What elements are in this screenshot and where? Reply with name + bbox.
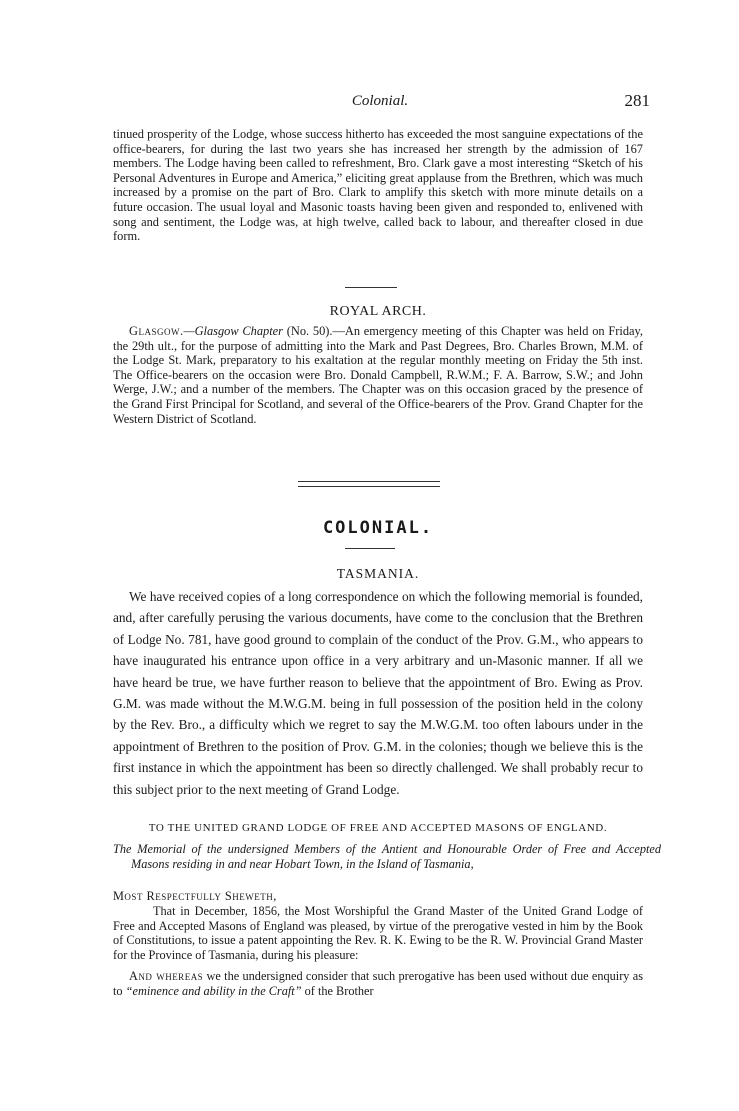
tasmania-heading: TASMANIA. — [336, 566, 420, 581]
chapter-name: —Glasgow Chapter — [183, 324, 284, 338]
memorial-paragraph-1: That in December, 1856, the Most Worshipful the Grand Master of the United Grand Lodge of Free and Accepted Masons of England was pleased, by virtue of the prerogative vested in him by the Book of Constitutions, to issue a patent appointing the Rev. R. K. Ewing to be the R. W. Provincial Grand Master for the Province of Tasmania, during his pleasure: — [113, 904, 643, 962]
royal-arch-heading: ROYAL ARCH. — [329, 304, 427, 319]
whereas-lead: And whereas — [129, 969, 204, 983]
double-rule-top — [298, 481, 440, 482]
royal-arch-body: (No. 50).—An emergency meeting of this Chapter was held on Friday, the 29th ult., for the purpose of admitting into the Mark and Past Degrees, Bro. Charles Brown, M.M. of the Lodge St. Mark, preparatory to his exaltation at the regular monthly meeting on Friday the 5th inst. The Office-bearers on the occasion were Bro. Donald Campbell, R.W.M.; F. A. Barrow, S.W.; and John Werge, J.W.; and a number of the members. The Chapter was on this occasion graced by the presence of the Grand First Principal for Scotland, and several of the Office-bearers of the Prov. Grand Chapter for the Western District of Scotland. — [113, 324, 644, 426]
paragraph-2-text-b: of the Brother — [301, 983, 374, 998]
lodge-report-text: tinued prosperity of the Lodge, whose success hitherto has exceeded the most sanguine expectations of the office-bearers, for during the last two years she has increased her strength by the admission of 167 members. The Lodge having been called to refreshment, Bro. Clark gave a most interesting “Sketch of his Personal Adventures in Europe and America,” eliciting great applause from the Brethren, which was much increased by a promise on the part of Bro. Clark to amplify this sketch with more minute details on a future occasion. The usual loyal and Masonic toasts having been given and responded to, enlivened with song and sentiment, the Lodge was, at high twelve, called back to labour, and thereafter closed in due form. — [113, 127, 643, 244]
colonial-text: We have received copies of a long correspondence on which the following memorial is founded, and, after carefully perusing the various documents, have come to the conclusion that the Brethren of Lodge No. 781, have good ground to complain of the conduct of the Prov. G.M., who appears to have inaugurated his entrance upon office in a very arbitrary and un-Masonic manner. If all we have heard be true, we have further reason to believe that the appointment of Bro. Ewing as Prov. G.M. was made without the M.W.G.M. being in full possession of the position held in the colony by the Rev. Bro., a difficulty which we regret to say the M.W.G.M. too often labours under in the appointment of Brethren to the position of Prov. G.M. in the colonies; though we believe this is the first instance in which the appointment has been so directly challenged. We shall probably recur to this subject prior to the next meeting of Grand Lodge. — [113, 589, 643, 797]
memorial-subtitle: The Memorial of the undersigned Members of the Antient and Honourable Order of Free and Accepted Masons residing in and near Hobart Town, in the Island of Tasmania, — [113, 842, 661, 871]
memorial-address: TO THE UNITED GRAND LODGE OF FREE AND ACCEPTED MASONS OF ENGLAND. — [148, 822, 608, 834]
royal-arch-text — [113, 324, 643, 426]
colonial-heading: COLONIAL. — [322, 518, 434, 538]
double-rule-bottom — [298, 486, 440, 487]
memorial-salutation: Most Respectfully Sheweth, — [113, 889, 277, 903]
memorial-paragraph-2 — [113, 969, 643, 998]
page-number: 281 — [624, 91, 650, 110]
subsection-rule — [345, 548, 395, 549]
running-head-title: Colonial. — [351, 93, 409, 109]
eminence-quote: “eminence and ability in the Craft” — [125, 983, 302, 998]
section-rule — [345, 287, 397, 288]
running-head — [110, 91, 650, 115]
paragraph-2-text-a: we the undersigned consider that such prerogative has been used without due enquiry as to — [113, 969, 643, 998]
place-name: Glasgow. — [129, 324, 184, 338]
